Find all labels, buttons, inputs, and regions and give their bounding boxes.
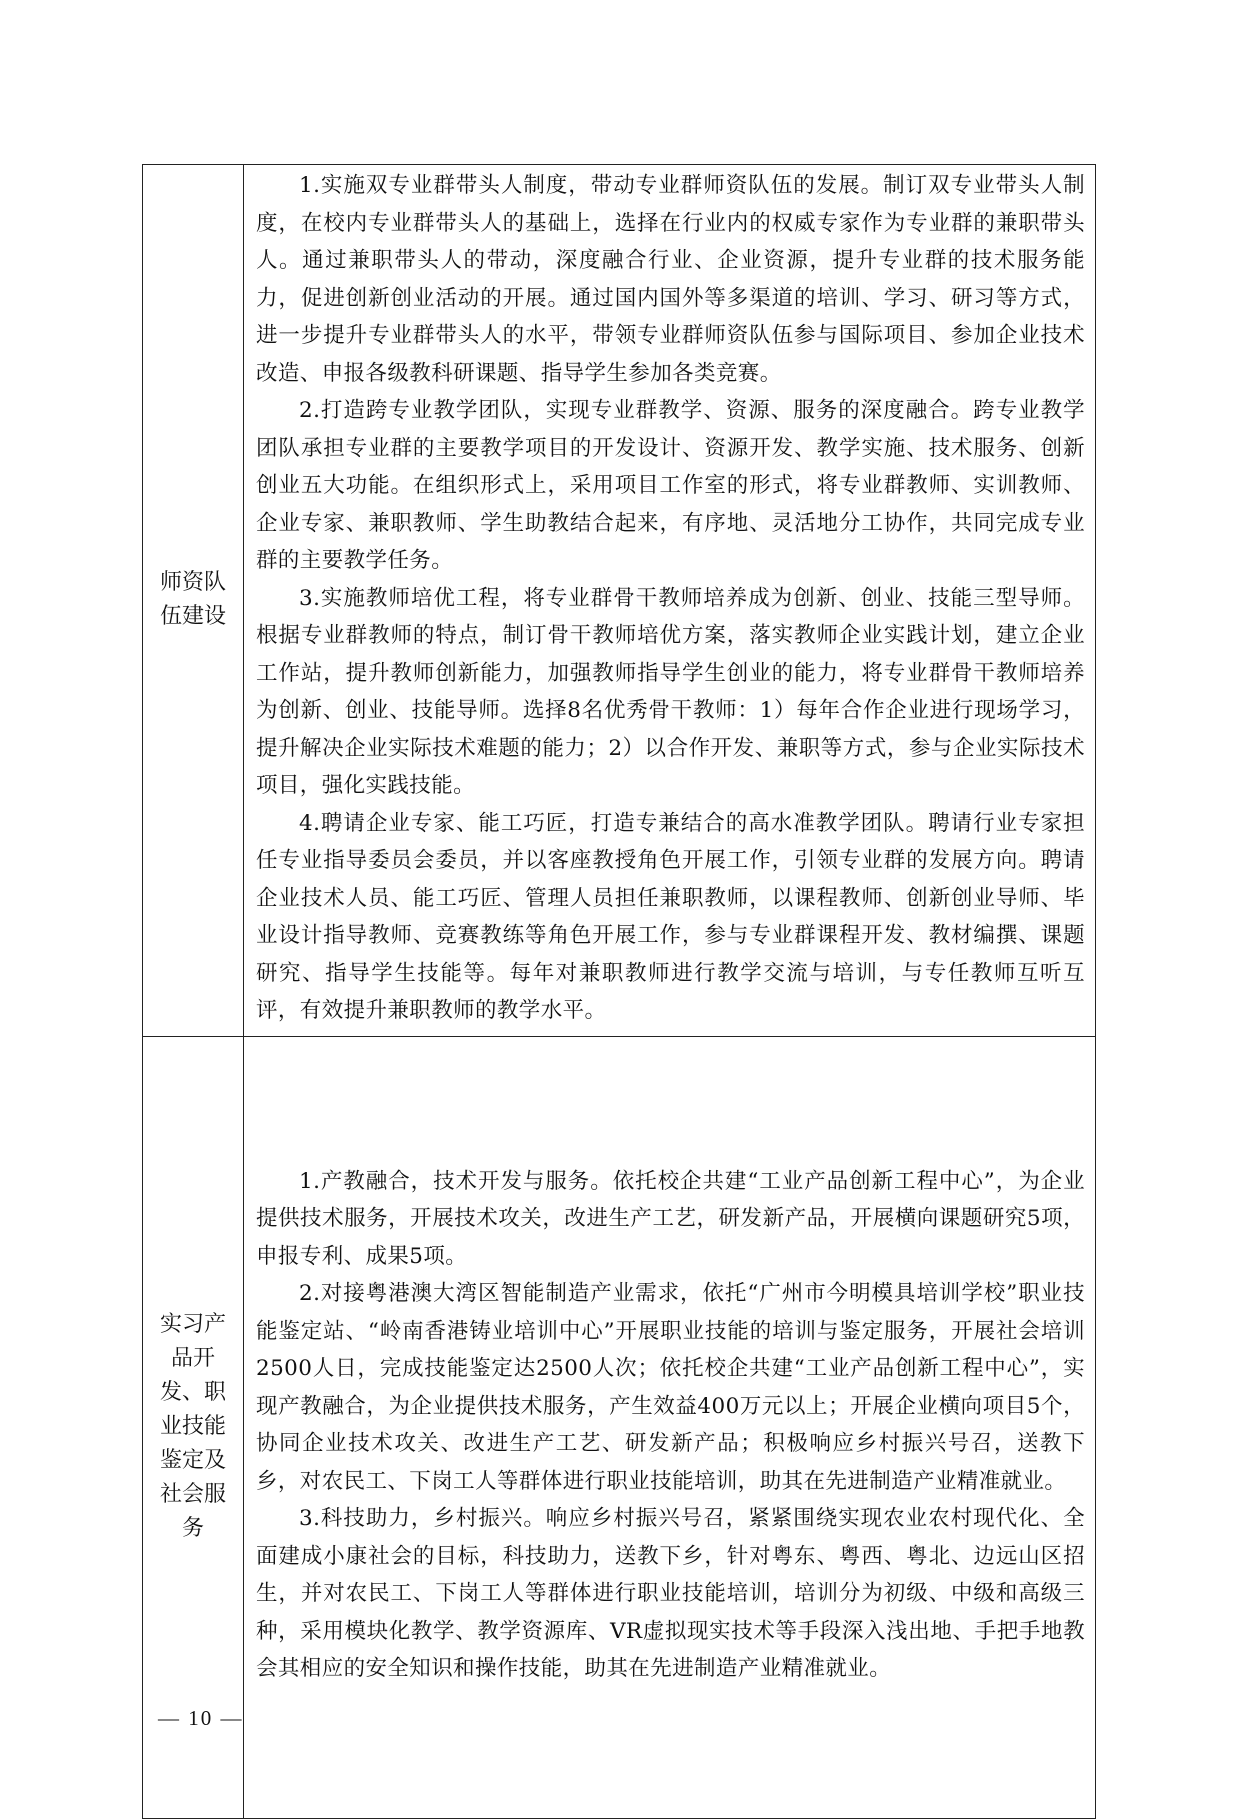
paragraph: 3.实施教师培优工程，将专业群骨干教师培养成为创新、创业、技能三型导师。根据专业群教师的特点，制订骨干教师培优方案，落实教师企业实践计划，建立企业工作站，提升教师创新能力，加强教师指导学生创业的能力，将专业群骨干教师培养为创新、创业、技能导师。选择8名优秀骨干教师：1）每年合作企业进行现场学习，提升解决企业实际技术难题的能力；2）以合作开发、兼职等方式，参与企业实际技术项目，强化实践技能。 <box>256 585 1085 798</box>
content-table <box>142 164 1096 1819</box>
page-number: — 10 — <box>158 1706 244 1730</box>
row-label-cell <box>143 165 244 1037</box>
row-content-cell <box>244 1036 1096 1818</box>
row-content-cell <box>244 165 1096 1037</box>
row-label-social-service: 实习产品开发、职业技能鉴定及社会服务 <box>159 1312 226 1541</box>
paragraph: 4.聘请企业专家、能工巧匠，打造专兼结合的高水准教学团队。聘请行业专家担任专业指导委员会委员，并以客座教授角色开展工作，引领专业群的发展方向。聘请企业技术人员、能工巧匠、管理人员担任兼职教师，以课程教师、创新创业导师、毕业设计指导教师、竞赛教练等角色开展工作，参与专业群课程开发、教材编撰、课题研究、指导学生技能等。每年对兼职教师进行教学交流与培训，与专任教师互听互评，有效提升兼职教师的教学水平。 <box>256 810 1085 1023</box>
row-label-cell <box>143 1036 244 1818</box>
paragraph: 1.实施双专业群带头人制度，带动专业群师资队伍的发展。制订双专业带头人制度，在校内专业群带头人的基础上，选择在行业内的权威专家作为专业群的兼职带头人。通过兼职带头人的带动，深度融合行业、企业资源，提升专业群的技术服务能力，促进创新创业活动的开展。通过国内国外等多渠道的培训、学习、研习等方式，进一步提升专业群带头人的水平，带领专业群师资队伍参与国际项目、参加企业技术改造、申报各级教科研课题、指导学生参加各类竞赛。 <box>256 173 1085 386</box>
paragraph: 3.科技助力，乡村振兴。响应乡村振兴号召，紧紧围绕实现农业农村现代化、全面建成小康社会的目标，科技助力，送教下乡，针对粤东、粤西、粤北、边远山区招生，并对农民工、下岗工人等群体进行职业技能培训，培训分为初级、中级和高级三种，采用模块化教学、教学资源库、VR虚拟现实技术等手段深入浅出地、手把手地教会其相应的安全知识和操作技能，助其在先进制造产业精准就业。 <box>256 1506 1085 1681</box>
table-row <box>143 165 1096 1037</box>
paragraph: 2.对接粤港澳大湾区智能制造产业需求，依托“广州市今明模具培训学校”职业技能鉴定站、“岭南香港铸业培训中心”开展职业技能的培训与鉴定服务，开展社会培训2500人日，完成技能鉴定达2500人次；依托校企共建“工业产品创新工程中心”，实现产教融合，为企业提供技术服务，产生效益400万元以上；开展企业横向项目5个，协同企业技术攻关、改进生产工艺、研发新产品；积极响应乡村振兴号召，送教下乡，对农民工、下岗工人等群体进行职业技能培训，助其在先进制造产业精准就业。 <box>256 1281 1085 1494</box>
row-label-faculty: 师资队伍建设 <box>159 570 226 630</box>
paragraph: 1.产教融合，技术开发与服务。依托校企共建“工业产品创新工程中心”，为企业提供技术服务，开展技术攻关，改进生产工艺，研发新产品，开展横向课题研究5项，申报专利、成果5项。 <box>256 1168 1085 1269</box>
table-row <box>143 1036 1096 1818</box>
paragraph: 2.打造跨专业教学团队，实现专业群教学、资源、服务的深度融合。跨专业教学团队承担专业群的主要教学项目的开发设计、资源开发、教学实施、技术服务、创新创业五大功能。在组织形式上，采用项目工作室的形式，将专业群教师、实训教师、企业专家、兼职教师、学生助教结合起来，有序地、灵活地分工协作，共同完成专业群的主要教学任务。 <box>256 398 1085 573</box>
